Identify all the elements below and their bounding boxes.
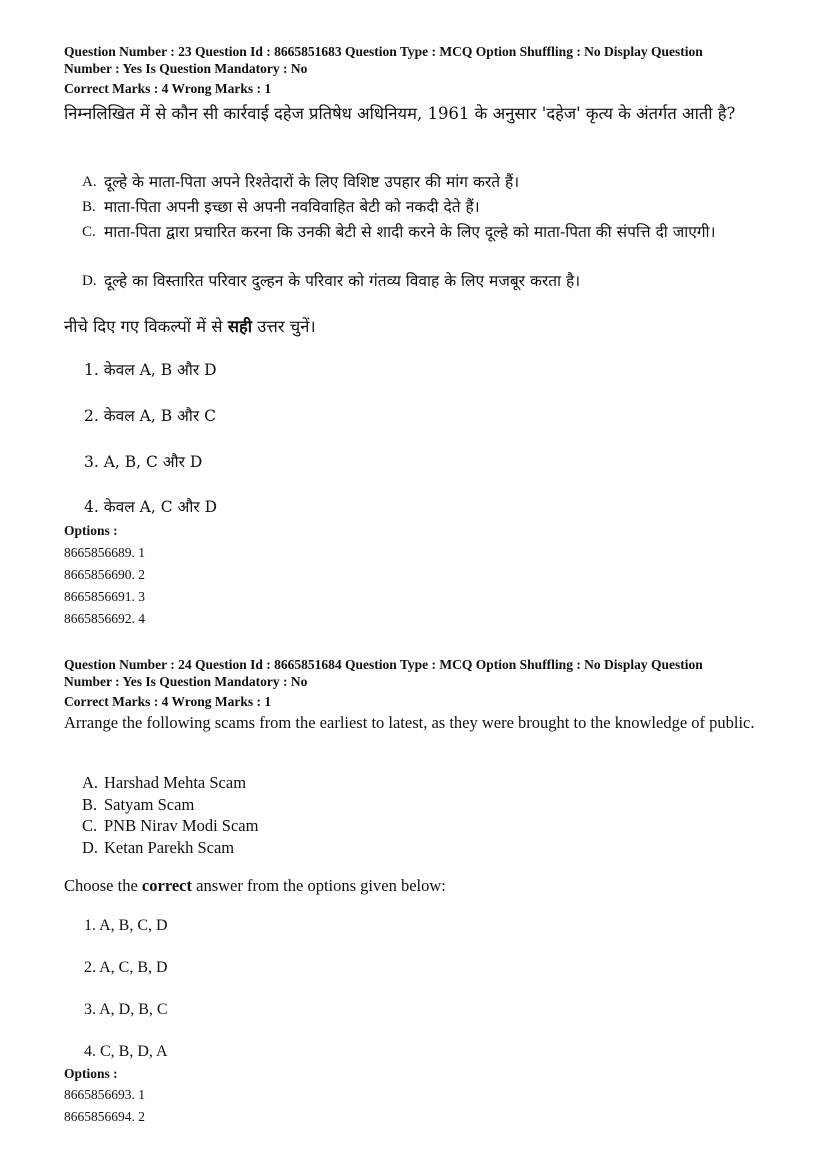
instruction-emphasis: correct (141, 876, 192, 895)
statement-item (82, 271, 792, 292)
instruction-text: Choose the correct answer from the options given below: (64, 876, 446, 895)
statement-label: A. (82, 174, 97, 190)
statement-label: A. (82, 773, 99, 792)
statement-text: दूल्हे के माता-पिता अपने रिश्तेदारों के लिए विशिष्ट उपहार की मांग करते हैं। (104, 173, 520, 191)
statement-text: माता-पिता अपनी इच्छा से अपनी नवविवाहित बेटी को नकदी देते हैं। (104, 198, 480, 216)
statement-item (82, 197, 792, 218)
instruction-emphasis: सही (227, 317, 253, 336)
option-id: 8665856692. 4 (64, 611, 145, 626)
question-marks: Correct Marks : 4 Wrong Marks : 1 (64, 81, 272, 96)
statement-label: B. (82, 795, 98, 814)
statement-text: दूल्हे का विस्तारित परिवार दुल्हन के परिवार को गंतव्य विवाह के लिए मजबूर करता है। (104, 272, 581, 290)
statement-item (82, 172, 792, 193)
option-id: 8665856690. 2 (64, 567, 145, 582)
question-meta-line: Number : Yes Is Question Mandatory : No (64, 674, 308, 689)
statement-item (82, 222, 792, 243)
answer-choice: 4. C, B, D, A (84, 1043, 168, 1060)
question-text: Arrange the following scams from the earliest to latest, as they were brought to the knowledge of public. (64, 713, 755, 732)
answer-choice: 2. केवल A, B और C (84, 407, 217, 425)
statement-text: PNB Nirav Modi Scam (104, 816, 259, 835)
answer-choice: 1. A, B, C, D (84, 917, 168, 934)
question-meta-line: Question Number : 23 Question Id : 8665851683 Question Type : MCQ Option Shuffling : No Display Question (64, 44, 703, 59)
statement-text: Satyam Scam (104, 795, 195, 814)
statement-item (82, 815, 792, 836)
answer-choice: 4. केवल A, C और D (84, 498, 218, 516)
option-id: 8665856694. 2 (64, 1109, 145, 1124)
statement-item (82, 794, 792, 815)
statement-label: D. (82, 273, 97, 289)
instruction-text: नीचे दिए गए विकल्पों में से सही उत्तर चुनें। (64, 317, 316, 336)
answer-choice: 1. केवल A, B और D (84, 361, 217, 379)
statement-label: B. (82, 199, 96, 215)
statement-text: Harshad Mehta Scam (104, 773, 247, 792)
options-heading: Options : (64, 523, 118, 538)
statement-text: माता-पिता द्वारा प्रचारित करना कि उनकी बेटी से शादी करने के लिए दूल्हे को माता-पिता की संपत्ति दी जाएगी। (104, 223, 716, 241)
statement-item (82, 837, 792, 858)
answer-choice: 2. A, C, B, D (84, 959, 168, 976)
options-heading: Options : (64, 1066, 118, 1081)
statement-text: Ketan Parekh Scam (104, 838, 235, 857)
answer-choice: 3. A, D, B, C (84, 1001, 168, 1018)
answer-choice: 3. A, B, C और D (84, 453, 203, 471)
statement-item (82, 772, 792, 793)
question-meta-line: Question Number : 24 Question Id : 8665851684 Question Type : MCQ Option Shuffling : No Display Question (64, 657, 703, 672)
option-id: 8665856693. 1 (64, 1087, 145, 1102)
option-id: 8665856689. 1 (64, 545, 145, 560)
question-text: निम्नलिखित में से कौन सी कार्रवाई दहेज प्रतिषेध अधिनियम, 1961 के अनुसार 'दहेज' कृत्य के अंतर्गत आती है? (64, 104, 736, 123)
question-meta-line: Number : Yes Is Question Mandatory : No (64, 61, 308, 76)
statement-label: C. (82, 816, 98, 835)
statement-label: D. (82, 838, 99, 857)
statement-label: C. (82, 224, 96, 240)
option-id: 8665856691. 3 (64, 589, 145, 604)
question-marks: Correct Marks : 4 Wrong Marks : 1 (64, 694, 272, 709)
